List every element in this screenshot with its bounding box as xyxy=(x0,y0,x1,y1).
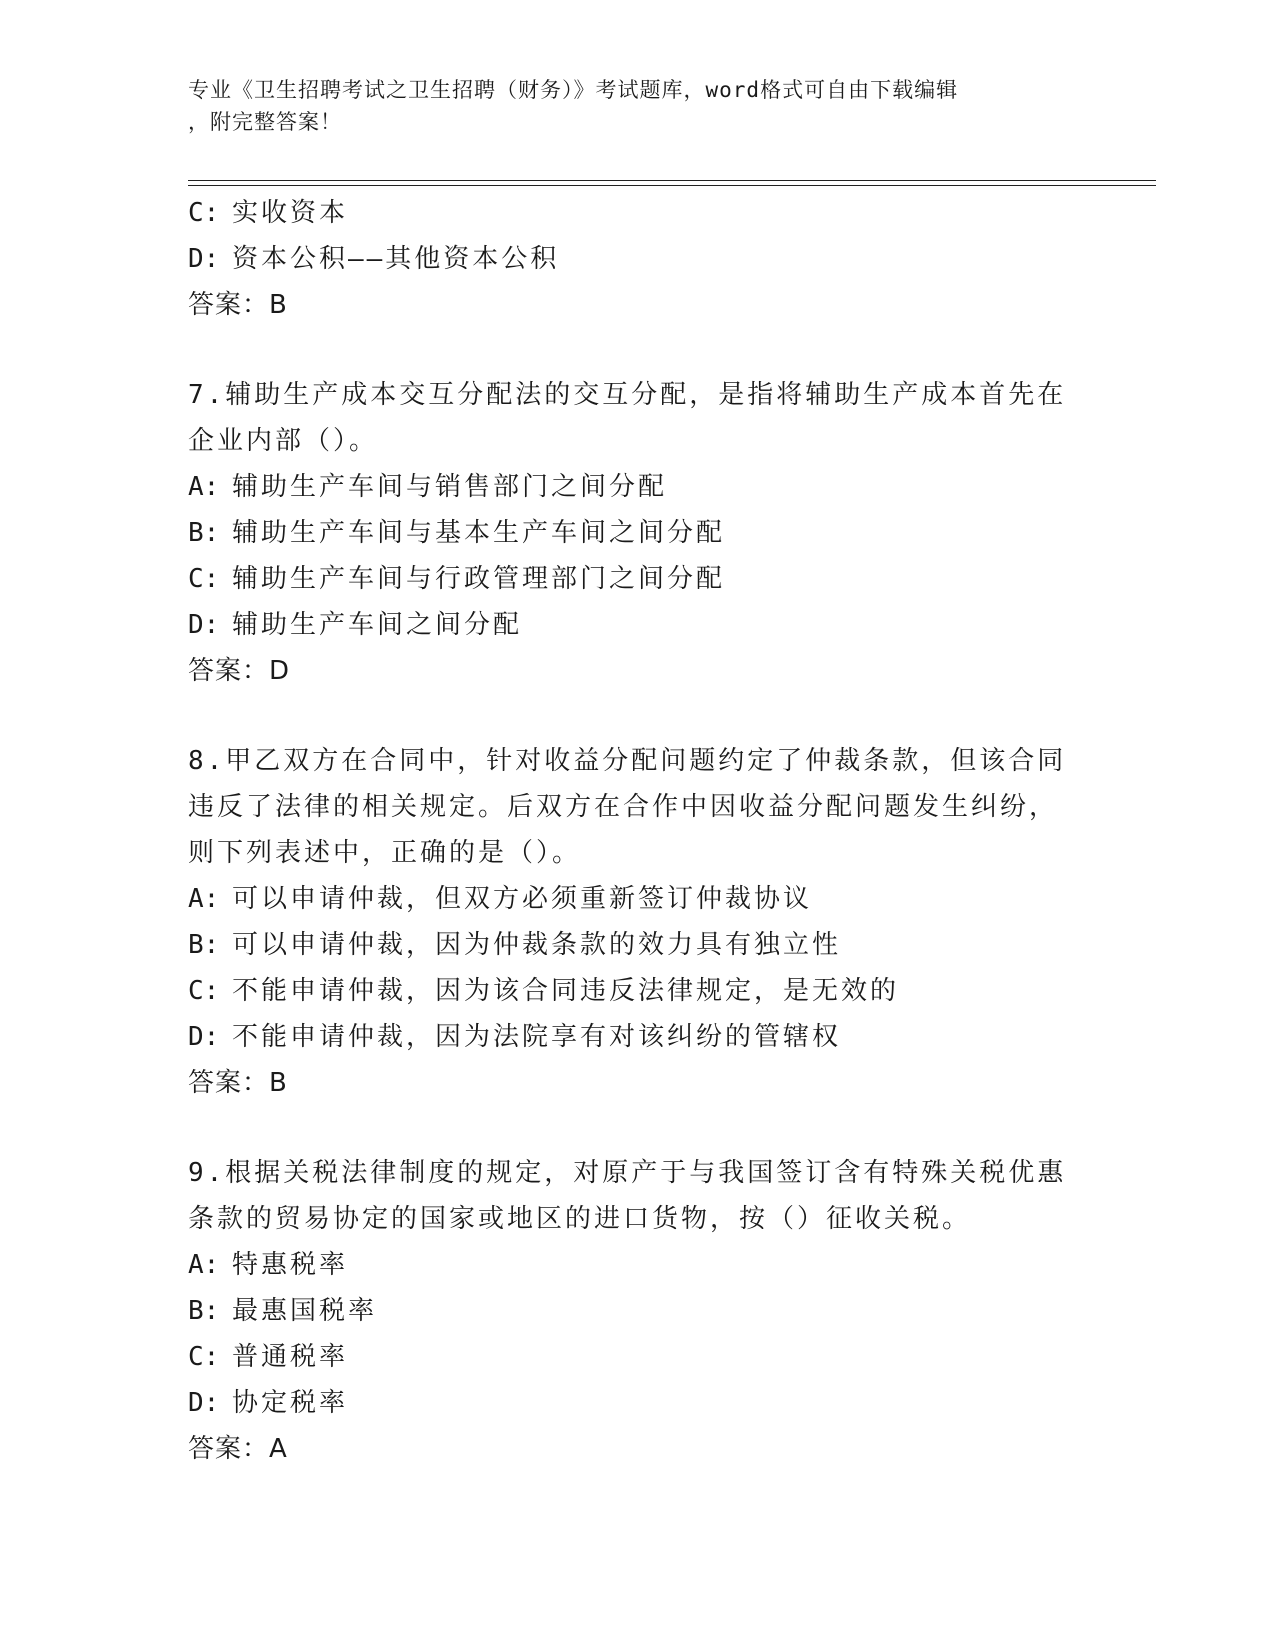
option-letter: C: xyxy=(188,198,220,228)
answer-line: 答案：B xyxy=(188,1068,288,1098)
question-8 xyxy=(188,738,1088,1106)
option-text: 辅助生产车间与行政管理部门之间分配 xyxy=(232,564,726,594)
option-text: 辅助生产车间与基本生产车间之间分配 xyxy=(232,518,726,548)
option-b xyxy=(188,510,1088,556)
option-d xyxy=(188,236,1088,282)
option-text: 可以申请仲裁，因为仲裁条款的效力具有独立性 xyxy=(232,930,842,960)
question-content xyxy=(188,190,1088,1472)
option-d xyxy=(188,1014,1088,1060)
question-stem-line: 则下列表述中，正确的是（）。 xyxy=(188,838,582,868)
question-stem-line: 9.根据关税法律制度的规定，对原产于与我国签订含有特殊关税优惠 xyxy=(188,1158,1067,1188)
option-c xyxy=(188,190,1088,236)
question-9 xyxy=(188,1150,1088,1472)
option-letter: D: xyxy=(188,1388,220,1418)
header-rule-top xyxy=(188,180,1156,181)
option-letter: B: xyxy=(188,1296,220,1326)
option-a xyxy=(188,1242,1088,1288)
answer-line: 答案：A xyxy=(188,1434,288,1464)
option-text: 可以申请仲裁，但双方必须重新签订仲裁协议 xyxy=(232,884,813,914)
option-letter: C: xyxy=(188,976,220,1006)
option-text: 资本公积——其他资本公积 xyxy=(232,244,560,274)
option-a xyxy=(188,464,1088,510)
header-line-1: 专业《卫生招聘考试之卫生招聘（财务）》考试题库，word格式可自由下载编辑 xyxy=(188,78,959,102)
option-c xyxy=(188,1334,1088,1380)
option-text: 不能申请仲裁，因为该合同违反法律规定，是无效的 xyxy=(232,976,900,1006)
document-header xyxy=(188,74,1068,138)
option-b xyxy=(188,922,1088,968)
option-d xyxy=(188,602,1088,648)
question-stem-line: 企业内部（）。 xyxy=(188,426,379,456)
question-7 xyxy=(188,372,1088,694)
option-text: 普通税率 xyxy=(232,1342,349,1372)
option-letter: A: xyxy=(188,1250,220,1280)
question-stem-line: 条款的贸易协定的国家或地区的进口货物，按（）征收关税。 xyxy=(188,1204,972,1234)
header-line-2: ，附完整答案！ xyxy=(188,110,342,134)
option-text: 最惠国税率 xyxy=(232,1296,378,1326)
option-letter: A: xyxy=(188,472,220,502)
option-letter: B: xyxy=(188,930,220,960)
option-c xyxy=(188,968,1088,1014)
option-a xyxy=(188,876,1088,922)
option-text: 实收资本 xyxy=(232,198,349,228)
option-letter: C: xyxy=(188,564,220,594)
answer-line: 答案：D xyxy=(188,656,291,686)
option-d xyxy=(188,1380,1088,1426)
option-letter: D: xyxy=(188,610,220,640)
option-text: 特惠税率 xyxy=(232,1250,349,1280)
option-b xyxy=(188,1288,1088,1334)
option-c xyxy=(188,556,1088,602)
header-rule-bottom xyxy=(188,185,1156,186)
option-text: 协定税率 xyxy=(232,1388,349,1418)
option-text: 不能申请仲裁，因为法院享有对该纠纷的管辖权 xyxy=(232,1022,842,1052)
question-stem-line: 违反了法律的相关规定。后双方在合作中因收益分配问题发生纠纷， xyxy=(188,792,1059,822)
option-letter: C: xyxy=(188,1342,220,1372)
option-letter: B: xyxy=(188,518,220,548)
option-letter: D: xyxy=(188,1022,220,1052)
question-stem-line: 7.辅助生产成本交互分配法的交互分配，是指将辅助生产成本首先在 xyxy=(188,380,1067,410)
answer-line: 答案：B xyxy=(188,290,288,320)
option-text: 辅助生产车间之间分配 xyxy=(232,610,523,640)
option-text: 辅助生产车间与销售部门之间分配 xyxy=(232,472,668,502)
question-stem-line: 8.甲乙双方在合同中，针对收益分配问题约定了仲裁条款，但该合同 xyxy=(188,746,1067,776)
previous-question xyxy=(188,190,1088,328)
option-letter: A: xyxy=(188,884,220,914)
option-letter: D: xyxy=(188,244,220,274)
